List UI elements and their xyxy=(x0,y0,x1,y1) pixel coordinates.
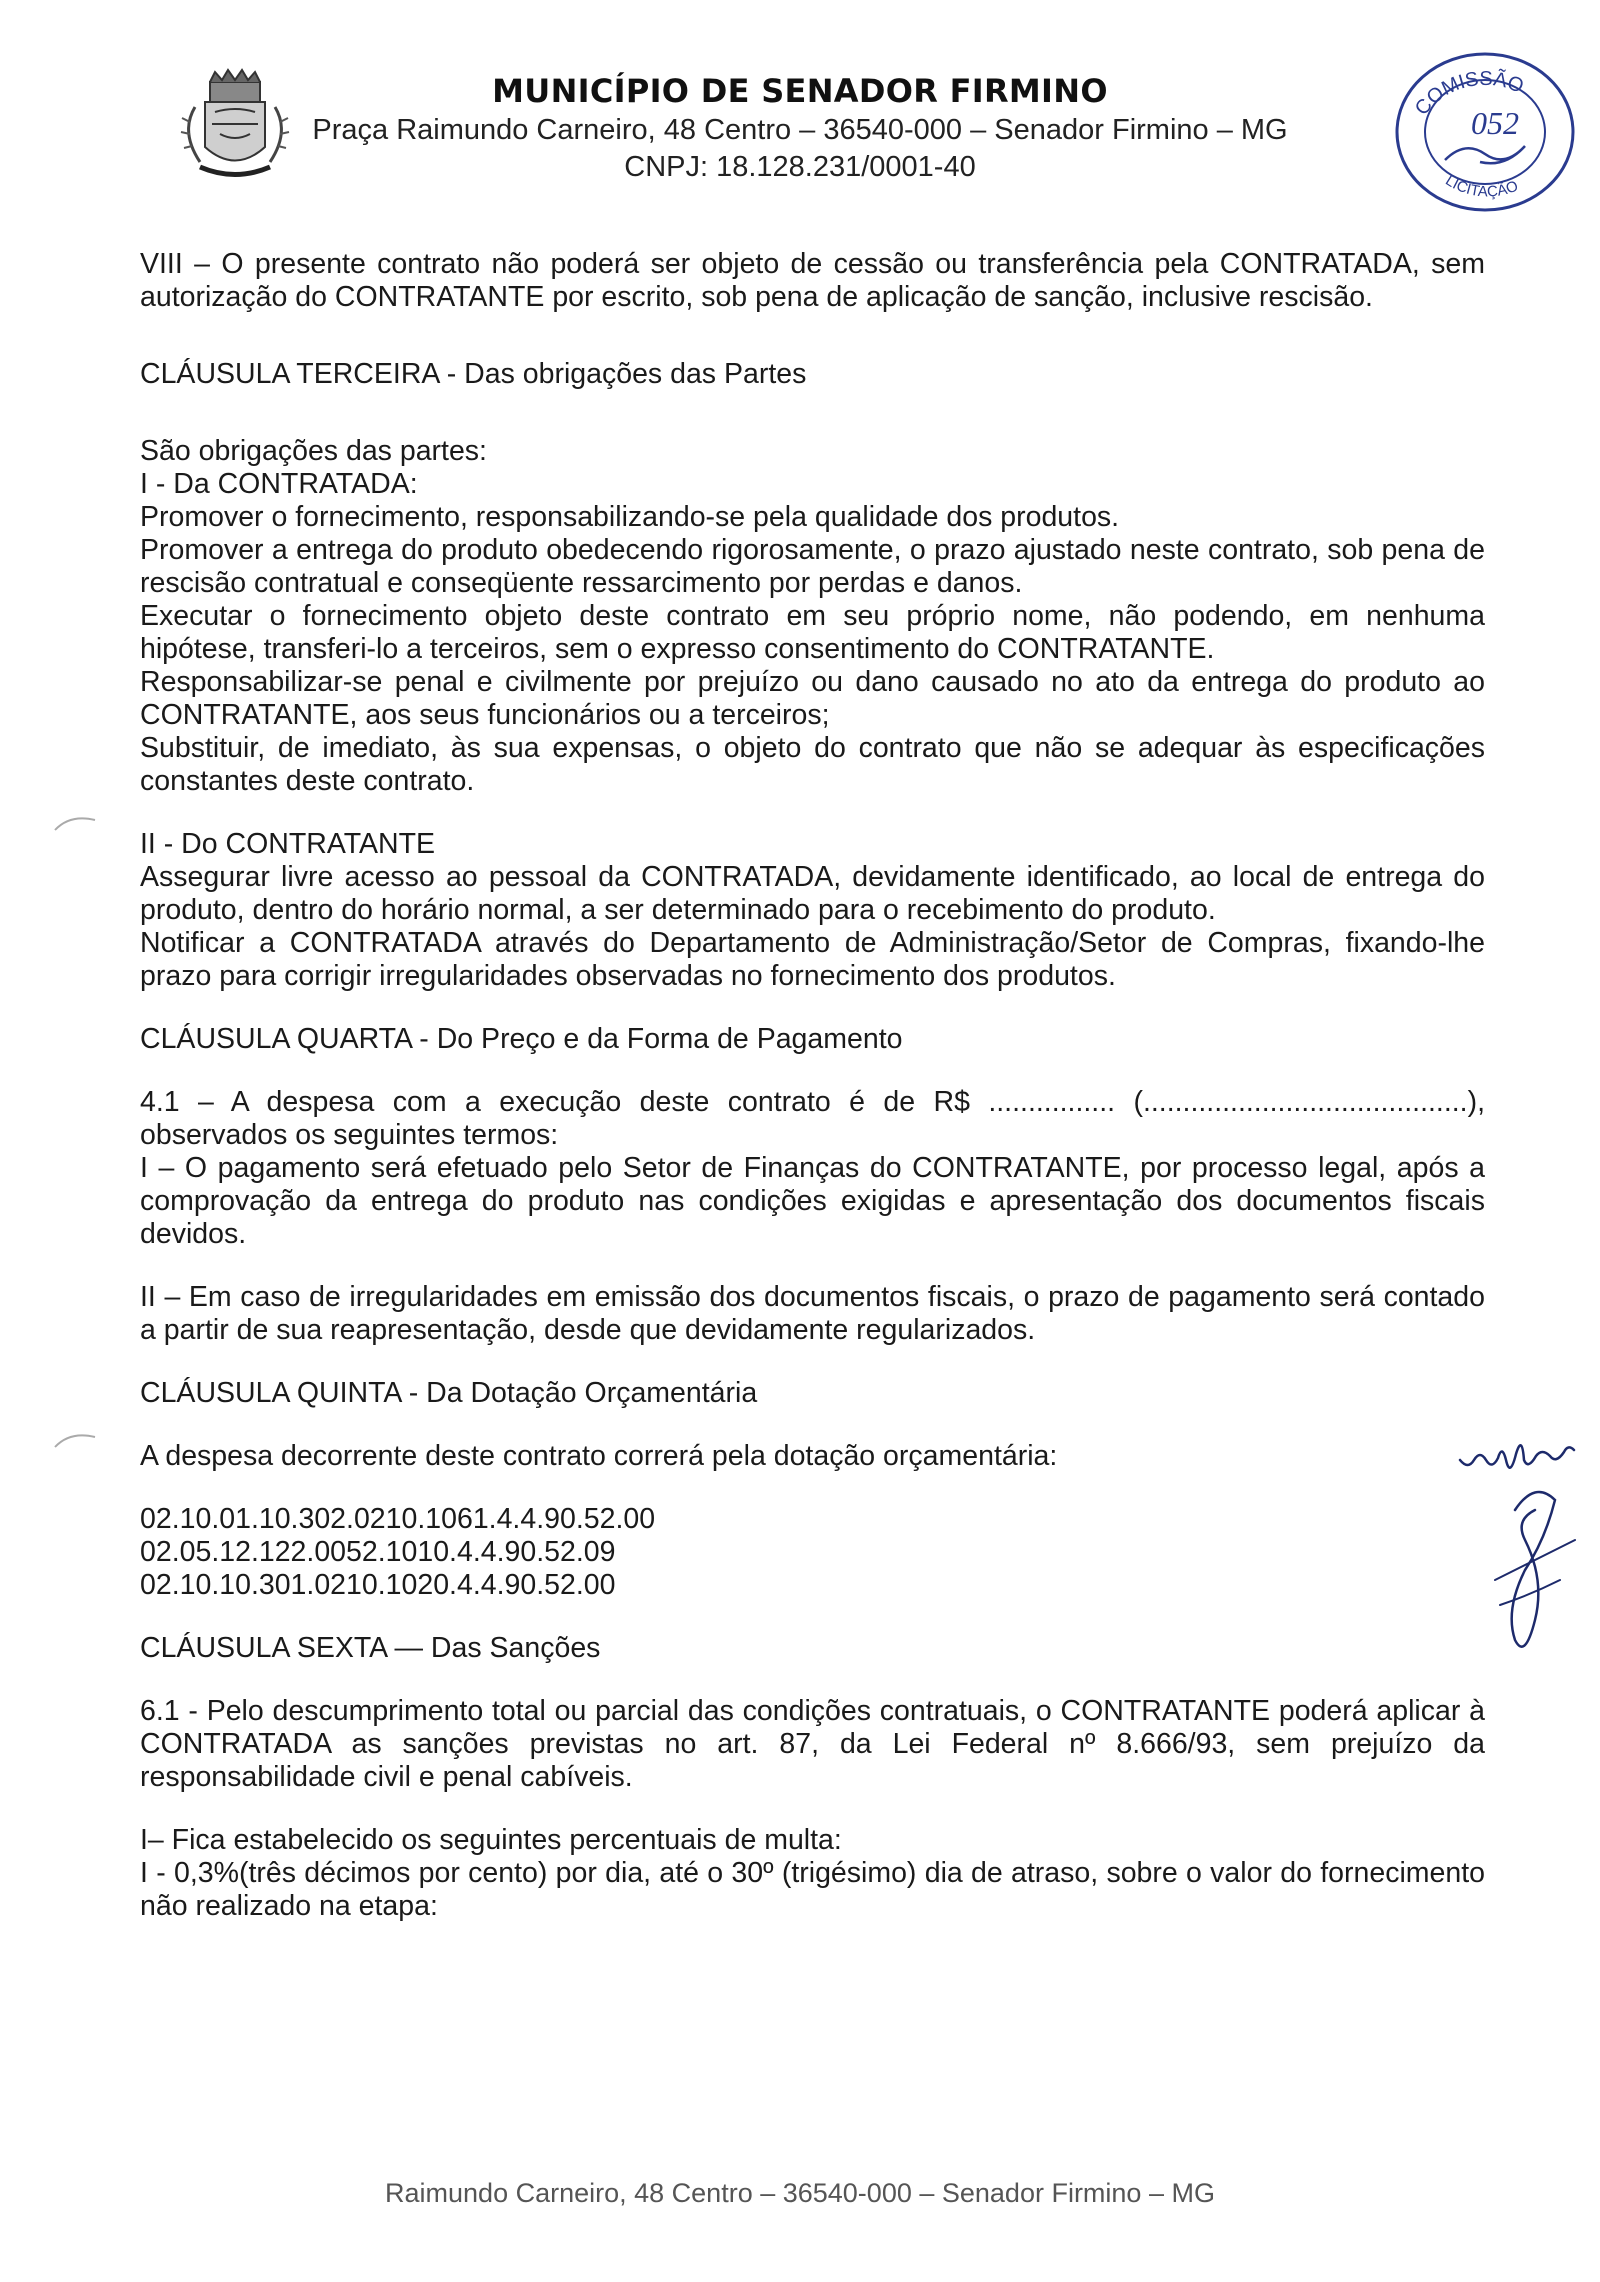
obligations-intro: São obrigações das partes: xyxy=(140,435,487,467)
fines-intro: I– Fica estabelecido os seguintes percentuais de multa: xyxy=(140,1824,842,1856)
clause-6-title: CLÁUSULA SEXTA — Das Sanções xyxy=(140,1632,601,1664)
budget-code: 02.10.01.10.302.0210.1061.4.4.90.52.00 xyxy=(140,1503,656,1535)
contratada-item: Executar o fornecimento objeto deste contrato em seu próprio nome, não podendo, em nenhuma hipótese, transferi-lo a terceiros, sem o expresso consentimento do CONTRATANTE. xyxy=(140,600,1485,665)
contratada-item: Responsabilizar-se penal e civilmente por prejuízo ou dano causado no ato da entrega do produto ao CONTRATANTE, aos seus funcionários ou a terceiros; xyxy=(140,666,1485,731)
page-footer-address: Raimundo Carneiro, 48 Centro – 36540-000 – Senador Firmino – MG xyxy=(385,2178,1215,2208)
margin-mark xyxy=(50,1425,100,1455)
contract-body xyxy=(140,248,1485,1923)
budget-code: 02.05.12.122.0052.1010.4.4.90.52.09 xyxy=(140,1536,616,1568)
stamp-bottom-text: LICITAÇÃO xyxy=(1442,172,1521,201)
paragraph-4-1: 4.1 – A despesa com a execução deste contrato é de R$ ................ (.........................................), observados os seguintes termos: xyxy=(140,1086,1485,1151)
stamp-number: 052 xyxy=(1471,105,1519,141)
municipality-name: MUNICÍPIO DE SENADOR FIRMINO xyxy=(492,72,1108,110)
paragraph-4-i: I – O pagamento será efetuado pelo Setor de Finanças do CONTRATANTE, por processo legal, após a comprovação da entrega do produto nas condições exigidas e apresentação dos documentos fiscais devidos. xyxy=(140,1152,1485,1250)
contratante-item: Notificar a CONTRATADA através do Departamento de Administração/Setor de Compras, fixando-lhe prazo para corrigir irregularidades observadas no fornecimento dos produtos. xyxy=(140,927,1485,992)
paragraph-4-ii: II – Em caso de irregularidades em emissão dos documentos fiscais, o prazo de pagamento será contado a partir de sua reapresentação, desde que devidamente regularizados. xyxy=(140,1281,1485,1346)
paragraph-viii: VIII – O presente contrato não poderá ser objeto de cessão ou transferência pela CONTRATADA, sem autorização do CONTRATANTE por escrito, sob pena de aplicação de sanção, inclusive rescisão. xyxy=(140,248,1485,313)
fine-item: I - 0,3%(três décimos por cento) por dia, até o 30º (trigésimo) dia de atraso, sobre o valor do fornecimento não realizado na etapa: xyxy=(140,1857,1485,1922)
contratada-item: Substituir, de imediato, às sua expensas, o objeto do contrato que não se adequar às especificações constantes deste contrato. xyxy=(140,732,1485,797)
contratante-item: Assegurar livre acesso ao pessoal da CONTRATADA, devidamente identificado, ao local de entrega do produto, dentro do horário normal, a ser determinado para o recebimento do produto. xyxy=(140,861,1485,926)
contratada-heading: I - Da CONTRATADA: xyxy=(140,468,418,500)
commission-stamp xyxy=(1385,42,1585,217)
budget-code: 02.10.10.301.0210.1020.4.4.90.52.00 xyxy=(140,1569,616,1601)
contratante-heading: II - Do CONTRATANTE xyxy=(140,828,436,860)
contratada-item: Promover o fornecimento, responsabilizando-se pela qualidade dos produtos. xyxy=(140,501,1120,533)
letterhead xyxy=(300,72,1300,184)
margin-mark xyxy=(50,808,100,838)
handwritten-signature xyxy=(1455,1420,1595,1680)
municipality-cnpj: CNPJ: 18.128.231/0001-40 xyxy=(624,151,976,183)
clause-5-title: CLÁUSULA QUINTA - Da Dotação Orçamentária xyxy=(140,1377,758,1409)
svg-text:LICITAÇÃO xyxy=(1442,172,1520,201)
clause-4-title: CLÁUSULA QUARTA - Do Preço e da Forma de Pagamento xyxy=(140,1023,903,1055)
clause-3-title: CLÁUSULA TERCEIRA - Das obrigações das Partes xyxy=(140,358,807,390)
municipality-address: Praça Raimundo Carneiro, 48 Centro – 36540-000 – Senador Firmino – MG xyxy=(312,114,1288,146)
contratada-item: Promover a entrega do produto obedecendo rigorosamente, o prazo ajustado neste contrato, sob pena de rescisão contratual e conseqüente ressarcimento por perdas e danos. xyxy=(140,534,1485,599)
coat-of-arms-logo xyxy=(160,62,310,192)
paragraph-6-1: 6.1 - Pelo descumprimento total ou parcial das condições contratuais, o CONTRATANTE poderá aplicar à CONTRATADA as sanções previstas no art. 87, da Lei Federal nº 8.666/93, sem prejuízo da responsabilidade civil e penal cabíveis. xyxy=(140,1695,1485,1793)
stamp-top-text: COMISSÃO xyxy=(1410,67,1527,120)
paragraph-5: A despesa decorrente deste contrato correrá pela dotação orçamentária: xyxy=(140,1440,1058,1472)
